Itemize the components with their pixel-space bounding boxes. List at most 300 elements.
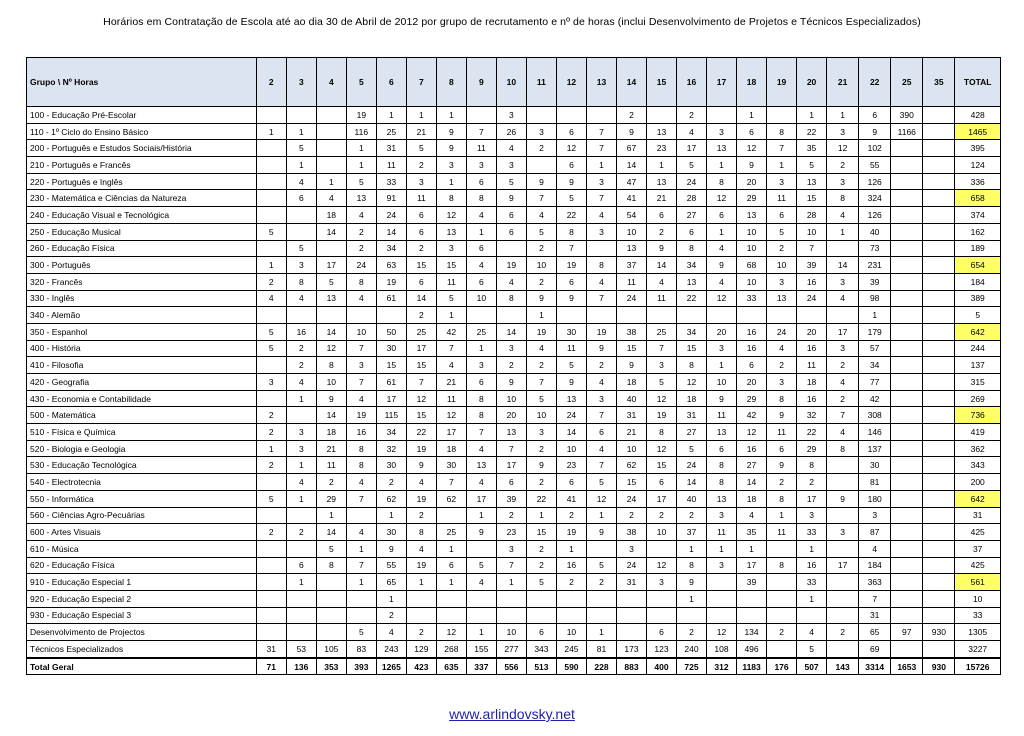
- table-cell: 7: [859, 590, 891, 607]
- table-cell: 5: [677, 157, 707, 174]
- table-cell: 13: [466, 457, 496, 474]
- table-row: [27, 257, 1001, 274]
- table-cell: [827, 540, 859, 557]
- table-cell: 28: [797, 207, 827, 224]
- table-cell: 7: [526, 374, 556, 391]
- table-cell: 4: [827, 290, 859, 307]
- table-cell: 8: [436, 190, 466, 207]
- table-cell: [891, 190, 923, 207]
- row-label: 410 - Filosofia: [27, 357, 257, 374]
- row-label: Técnicos Especializados: [27, 641, 257, 658]
- table-cell: 8: [466, 190, 496, 207]
- table-cell: 87: [859, 524, 891, 541]
- table-cell: [346, 607, 376, 624]
- table-cell: 2: [616, 507, 646, 524]
- table-cell: [891, 290, 923, 307]
- table-cell: 4: [286, 474, 316, 491]
- table-cell: 12: [646, 390, 676, 407]
- table-cell: 97: [891, 624, 923, 641]
- table-cell: 54: [616, 207, 646, 224]
- row-label: 400 - História: [27, 340, 257, 357]
- table-cell: 6: [737, 357, 767, 374]
- table-cell: 39: [797, 257, 827, 274]
- table-cell: 1: [346, 540, 376, 557]
- table-cell: 4: [496, 273, 526, 290]
- table-cell: [891, 240, 923, 257]
- table-cell: 4: [859, 540, 891, 557]
- table-cell: 22: [797, 123, 827, 140]
- table-row: [27, 524, 1001, 541]
- table-cell: [316, 240, 346, 257]
- table-cell: 3: [827, 123, 859, 140]
- table-cell: 10: [346, 323, 376, 340]
- table-cell: [256, 173, 286, 190]
- table-cell: 13: [677, 273, 707, 290]
- table-cell: 3: [707, 123, 737, 140]
- table-cell: [707, 107, 737, 124]
- table-cell: [526, 157, 556, 174]
- table-cell: 3: [707, 507, 737, 524]
- table-cell: 7: [346, 557, 376, 574]
- table-cell: 9: [556, 290, 586, 307]
- table-cell: 14: [316, 524, 346, 541]
- table-cell: 3: [827, 273, 859, 290]
- table-cell: 11: [767, 524, 797, 541]
- table-row: [27, 223, 1001, 240]
- table-cell: 7: [496, 440, 526, 457]
- table-cell: 4: [586, 440, 616, 457]
- table-row: [27, 474, 1001, 491]
- table-cell: 9: [646, 240, 676, 257]
- table-cell: 4: [827, 207, 859, 224]
- table-cell: [436, 607, 466, 624]
- table-cell: 3: [526, 123, 556, 140]
- total-label: Total Geral: [27, 658, 257, 675]
- table-cell: 14: [827, 257, 859, 274]
- table-cell: 30: [556, 323, 586, 340]
- table-cell: 12: [316, 340, 346, 357]
- table-cell: [891, 140, 923, 157]
- table-cell: 42: [859, 390, 891, 407]
- table-cell: 3: [346, 357, 376, 374]
- table-cell: [256, 157, 286, 174]
- table-cell: [891, 457, 923, 474]
- row-label: 220 - Português e Inglês: [27, 173, 257, 190]
- table-cell: 31: [677, 407, 707, 424]
- table-cell: 1: [859, 307, 891, 324]
- table-cell: [616, 307, 646, 324]
- page-title: Horários em Contratação de Escola até ao dia 30 de Abril de 2012 por grupo de recrutamento e nº de horas (inclui Desenvolvimento de Projetos e Técnicos Especializados): [103, 16, 921, 28]
- row-total: 642: [955, 490, 1001, 507]
- table-cell: 12: [436, 207, 466, 224]
- table-cell: 4: [586, 273, 616, 290]
- table-cell: 21: [616, 424, 646, 441]
- table-cell: 34: [677, 323, 707, 340]
- table-cell: [496, 607, 526, 624]
- table-cell: 15: [406, 407, 436, 424]
- table-cell: 1: [466, 223, 496, 240]
- row-label: 340 - Alemão: [27, 307, 257, 324]
- table-cell: 41: [556, 490, 586, 507]
- table-cell: 2: [316, 474, 346, 491]
- table-cell: 9: [316, 390, 346, 407]
- footer-link[interactable]: www.arlindovsky.net: [449, 706, 575, 722]
- table-cell: 1: [286, 390, 316, 407]
- table-cell: 4: [526, 340, 556, 357]
- table-row: [27, 624, 1001, 641]
- table-cell: 1: [677, 590, 707, 607]
- table-cell: 10: [737, 223, 767, 240]
- row-label: 510 - Física e Química: [27, 424, 257, 441]
- table-cell: 3: [827, 340, 859, 357]
- table-cell: [923, 340, 955, 357]
- table-cell: 8: [797, 457, 827, 474]
- table-cell: 25: [646, 323, 676, 340]
- table-cell: 2: [586, 574, 616, 591]
- table-cell: 8: [346, 457, 376, 474]
- table-cell: 12: [707, 624, 737, 641]
- table-cell: 11: [797, 357, 827, 374]
- table-cell: 81: [586, 641, 616, 658]
- table-cell: 10: [737, 240, 767, 257]
- table-cell: 19: [376, 273, 406, 290]
- table-cell: 9: [526, 457, 556, 474]
- table-cell: 13: [767, 290, 797, 307]
- table-cell: 8: [707, 457, 737, 474]
- table-cell: 11: [556, 340, 586, 357]
- table-cell: [923, 540, 955, 557]
- total-cell: 3314: [859, 658, 891, 675]
- table-cell: 27: [737, 457, 767, 474]
- table-cell: 17: [827, 323, 859, 340]
- row-label: 100 - Educação Pré-Escolar: [27, 107, 257, 124]
- row-label: 540 - Electrotecnia: [27, 474, 257, 491]
- table-cell: 17: [646, 490, 676, 507]
- table-cell: 1: [586, 624, 616, 641]
- table-row: [27, 340, 1001, 357]
- table-cell: 14: [737, 474, 767, 491]
- table-cell: [923, 107, 955, 124]
- table-cell: 3: [496, 540, 526, 557]
- table-cell: 7: [406, 374, 436, 391]
- table-cell: 13: [737, 207, 767, 224]
- header-hours-16: 16: [677, 58, 707, 107]
- table-cell: 3: [859, 507, 891, 524]
- table-cell: 10: [496, 390, 526, 407]
- table-cell: 1: [256, 257, 286, 274]
- table-cell: [891, 223, 923, 240]
- table-cell: 21: [646, 190, 676, 207]
- table-cell: 179: [859, 323, 891, 340]
- table-cell: 108: [707, 641, 737, 658]
- table-cell: [526, 107, 556, 124]
- table-cell: 123: [646, 641, 676, 658]
- table-cell: 5: [556, 190, 586, 207]
- table-cell: [891, 207, 923, 224]
- table-cell: [891, 323, 923, 340]
- table-cell: 8: [496, 290, 526, 307]
- table-cell: 98: [859, 290, 891, 307]
- table-cell: 2: [376, 474, 406, 491]
- table-cell: 2: [406, 624, 436, 641]
- table-cell: 6: [767, 440, 797, 457]
- table-cell: 16: [797, 273, 827, 290]
- table-cell: 39: [737, 574, 767, 591]
- header-hours-22: 22: [859, 58, 891, 107]
- table-row: [27, 507, 1001, 524]
- table-cell: 363: [859, 574, 891, 591]
- table-cell: 34: [859, 357, 891, 374]
- table-cell: 11: [646, 290, 676, 307]
- table-cell: 2: [526, 140, 556, 157]
- table-cell: 10: [526, 407, 556, 424]
- table-cell: 4: [677, 123, 707, 140]
- table-cell: [923, 590, 955, 607]
- table-cell: 1: [406, 107, 436, 124]
- table-cell: 17: [737, 557, 767, 574]
- row-total: 189: [955, 240, 1001, 257]
- table-cell: 4: [436, 357, 466, 374]
- row-total: 137: [955, 357, 1001, 374]
- table-cell: 3: [707, 557, 737, 574]
- table-cell: 17: [466, 490, 496, 507]
- table-cell: [286, 607, 316, 624]
- table-cell: [286, 307, 316, 324]
- table-cell: 19: [406, 557, 436, 574]
- table-cell: 24: [346, 257, 376, 274]
- table-cell: 1: [707, 540, 737, 557]
- table-cell: 10: [797, 223, 827, 240]
- total-cell: 1183: [737, 658, 767, 675]
- table-cell: 17: [496, 457, 526, 474]
- table-cell: [891, 424, 923, 441]
- table-cell: [646, 307, 676, 324]
- table-cell: 34: [677, 257, 707, 274]
- table-cell: 1: [797, 540, 827, 557]
- table-cell: 5: [496, 173, 526, 190]
- table-cell: 1: [737, 107, 767, 124]
- table-cell: 4: [346, 390, 376, 407]
- table-cell: 30: [436, 457, 466, 474]
- header-group-label: Grupo \ Nº Horas: [27, 58, 257, 107]
- table-cell: [923, 440, 955, 457]
- table-cell: 11: [406, 190, 436, 207]
- table-cell: 34: [376, 424, 406, 441]
- table-cell: [526, 607, 556, 624]
- table-cell: 15: [646, 457, 676, 474]
- row-total: 315: [955, 374, 1001, 391]
- table-cell: 65: [859, 624, 891, 641]
- table-cell: 1: [436, 173, 466, 190]
- table-cell: 9: [737, 157, 767, 174]
- table-cell: 7: [436, 340, 466, 357]
- table-cell: [256, 607, 286, 624]
- row-total: 33: [955, 607, 1001, 624]
- table-cell: [891, 490, 923, 507]
- table-cell: 6: [707, 207, 737, 224]
- table-cell: 33: [737, 290, 767, 307]
- table-cell: [256, 240, 286, 257]
- table-cell: 6: [646, 207, 676, 224]
- row-total: 184: [955, 273, 1001, 290]
- table-cell: 4: [466, 257, 496, 274]
- table-cell: 2: [767, 474, 797, 491]
- table-cell: 324: [859, 190, 891, 207]
- table-cell: [616, 590, 646, 607]
- table-cell: 2: [406, 240, 436, 257]
- table-cell: 16: [797, 340, 827, 357]
- table-cell: [797, 307, 827, 324]
- table-cell: 10: [737, 273, 767, 290]
- table-cell: 8: [586, 257, 616, 274]
- table-cell: 8: [707, 474, 737, 491]
- table-cell: 2: [526, 273, 556, 290]
- table-cell: 16: [797, 390, 827, 407]
- total-cell: 353: [316, 658, 346, 675]
- row-label: 230 - Matemática e Ciências da Natureza: [27, 190, 257, 207]
- table-cell: [556, 590, 586, 607]
- header-hours-25: 25: [891, 58, 923, 107]
- table-cell: 39: [496, 490, 526, 507]
- table-cell: [466, 590, 496, 607]
- table-cell: 2: [526, 557, 556, 574]
- table-cell: 7: [466, 424, 496, 441]
- header-hours-20: 20: [797, 58, 827, 107]
- table-cell: 3: [466, 157, 496, 174]
- table-cell: [891, 507, 923, 524]
- table-cell: 20: [496, 407, 526, 424]
- table-cell: 1: [646, 157, 676, 174]
- row-total: 37: [955, 540, 1001, 557]
- table-cell: 5: [256, 323, 286, 340]
- row-label: 920 - Educação Especial 2: [27, 590, 257, 607]
- table-cell: 12: [707, 190, 737, 207]
- table-cell: 1: [737, 540, 767, 557]
- table-cell: 3: [526, 424, 556, 441]
- row-label: 210 - Português e Francês: [27, 157, 257, 174]
- table-cell: 2: [526, 540, 556, 557]
- table-cell: [923, 407, 955, 424]
- table-cell: [256, 540, 286, 557]
- table-row: [27, 490, 1001, 507]
- table-cell: 4: [256, 290, 286, 307]
- row-total: 389: [955, 290, 1001, 307]
- table-cell: 23: [646, 140, 676, 157]
- row-total: 425: [955, 524, 1001, 541]
- table-cell: 7: [346, 374, 376, 391]
- table-cell: 2: [616, 107, 646, 124]
- table-cell: 3: [586, 390, 616, 407]
- table-cell: 1: [466, 507, 496, 524]
- table-cell: [767, 590, 797, 607]
- table-cell: 2: [286, 340, 316, 357]
- table-cell: 6: [466, 374, 496, 391]
- table-cell: 2: [256, 524, 286, 541]
- table-cell: 4: [466, 440, 496, 457]
- table-cell: 16: [286, 323, 316, 340]
- table-cell: [891, 340, 923, 357]
- table-cell: 4: [286, 374, 316, 391]
- table-cell: 1: [436, 107, 466, 124]
- table-cell: 18: [616, 374, 646, 391]
- table-cell: 27: [677, 207, 707, 224]
- table-cell: 12: [737, 424, 767, 441]
- table-cell: 16: [737, 340, 767, 357]
- row-total: 736: [955, 407, 1001, 424]
- table-cell: 15: [406, 257, 436, 274]
- table-cell: 31: [859, 607, 891, 624]
- table-cell: 7: [767, 140, 797, 157]
- table-cell: 10: [496, 624, 526, 641]
- table-cell: 930: [923, 624, 955, 641]
- table-cell: 11: [616, 273, 646, 290]
- table-cell: 12: [586, 490, 616, 507]
- table-cell: 15: [677, 340, 707, 357]
- table-row: [27, 173, 1001, 190]
- table-cell: 8: [556, 223, 586, 240]
- table-cell: 17: [436, 424, 466, 441]
- table-cell: 2: [677, 107, 707, 124]
- table-cell: [346, 507, 376, 524]
- table-cell: 268: [436, 641, 466, 658]
- table-row: [27, 557, 1001, 574]
- table-cell: 30: [859, 457, 891, 474]
- table-cell: [767, 107, 797, 124]
- table-cell: [827, 507, 859, 524]
- table-cell: 2: [526, 474, 556, 491]
- table-cell: 25: [406, 323, 436, 340]
- header-hours-10: 10: [496, 58, 526, 107]
- table-cell: 1: [286, 123, 316, 140]
- table-cell: 8: [767, 490, 797, 507]
- table-cell: 9: [526, 173, 556, 190]
- table-cell: 146: [859, 424, 891, 441]
- table-cell: 9: [616, 123, 646, 140]
- table-cell: 1: [286, 457, 316, 474]
- table-cell: 6: [466, 173, 496, 190]
- table-cell: 9: [767, 457, 797, 474]
- table-cell: [286, 624, 316, 641]
- total-cell: 337: [466, 658, 496, 675]
- table-cell: 77: [859, 374, 891, 391]
- row-label: 930 - Educação Especial 3: [27, 607, 257, 624]
- table-cell: [256, 390, 286, 407]
- table-cell: 11: [466, 140, 496, 157]
- row-label: 200 - Português e Estudos Sociais/História: [27, 140, 257, 157]
- table-cell: 9: [496, 190, 526, 207]
- table-cell: [891, 407, 923, 424]
- table-cell: [891, 607, 923, 624]
- table-cell: 1: [707, 223, 737, 240]
- table-cell: 3: [616, 540, 646, 557]
- header-hours-12: 12: [556, 58, 586, 107]
- table-cell: 4: [646, 273, 676, 290]
- table-cell: 10: [646, 524, 676, 541]
- header-hours-18: 18: [737, 58, 767, 107]
- table-cell: 19: [586, 323, 616, 340]
- table-cell: [436, 590, 466, 607]
- table-cell: 31: [256, 641, 286, 658]
- table-cell: 10: [556, 440, 586, 457]
- table-cell: 34: [376, 240, 406, 257]
- table-row: [27, 357, 1001, 374]
- header-hours-13: 13: [586, 58, 616, 107]
- table-cell: 5: [586, 474, 616, 491]
- table-cell: 14: [316, 223, 346, 240]
- total-cell: 176: [767, 658, 797, 675]
- table-cell: 7: [526, 190, 556, 207]
- table-cell: 15: [616, 474, 646, 491]
